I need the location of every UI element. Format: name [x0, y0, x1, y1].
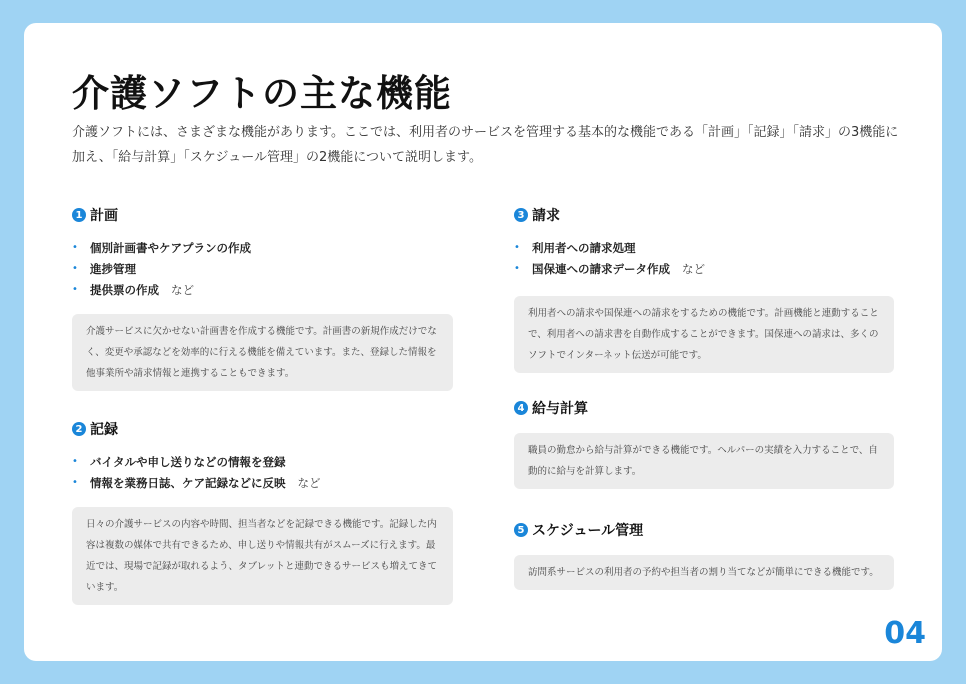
number-5-icon: 5	[514, 523, 528, 537]
intro-text: 介護ソフトには、さまざまな機能があります。ここでは、利用者のサービスを管理する基本的な機能である「計画」「記録」「請求」の3機能に加え、「給与計算」「スケジュール管理」の2機能について説明します。	[72, 125, 899, 165]
list-item: • 国保連への請求データ作成 など	[514, 261, 705, 276]
section-title: 請求	[532, 208, 560, 224]
bullet-icon: •	[514, 263, 520, 274]
description-box: 訪問系サービスの利用者の予約や担当者の割り当てなどが簡単にできる機能です。	[514, 555, 894, 590]
bullet-icon: •	[72, 456, 78, 467]
bullet-icon: •	[72, 263, 78, 274]
section-schedule	[514, 520, 894, 590]
bullet-icon: •	[72, 284, 78, 295]
page-title: 介護ソフトの主な機能	[72, 72, 452, 115]
section-billing	[514, 205, 894, 373]
description-box: 介護サービスに欠かせない計画書を作成する機能です。計画書の新規作成だけでなく、変更や承認などを効率的に行える機能を備えています。また、登録した情報を他事業所や請求情報と連携することもできます。	[72, 314, 453, 391]
section-title: 記録	[90, 422, 118, 438]
bullet-list	[72, 451, 453, 493]
page-number: 04	[884, 616, 926, 651]
section-payroll	[514, 398, 894, 489]
list-item: • 提供票の作成 など	[72, 282, 194, 297]
section-plan	[72, 205, 453, 391]
list-item: • バイタルや申し送りなどの情報を登録	[72, 454, 286, 469]
bullet-list	[72, 237, 453, 300]
etc-suffix: など	[171, 282, 194, 297]
bullet-icon: •	[72, 477, 78, 488]
section-title: 給与計算	[532, 401, 588, 417]
page-card	[24, 23, 942, 661]
bullet-icon: •	[72, 242, 78, 253]
bullet-list	[514, 237, 894, 279]
number-2-icon: 2	[72, 422, 86, 436]
bullet-icon: •	[514, 242, 520, 253]
description-box: 利用者への請求や国保連への請求をするための機能です。計画機能と連動することで、利用者への請求書を自動作成することができます。国保連への請求は、多くのソフトでインターネット伝送が可能です。	[514, 296, 894, 373]
list-item: • 利用者への請求処理	[514, 240, 636, 255]
number-4-icon: 4	[514, 401, 528, 415]
description-box: 職員の勤怠から給与計算ができる機能です。ヘルパーの実績を入力することで、自動的に給与を計算します。	[514, 433, 894, 489]
list-item: • 個別計画書やケアプランの作成	[72, 240, 251, 255]
section-title: 計画	[90, 208, 118, 224]
section-title: スケジュール管理	[532, 523, 644, 539]
list-item: • 情報を業務日誌、ケア記録などに反映 など	[72, 475, 321, 490]
number-1-icon: 1	[72, 208, 86, 222]
number-3-icon: 3	[514, 208, 528, 222]
description-box: 日々の介護サービスの内容や時間、担当者などを記録できる機能です。記録した内容は複数の媒体で共有できるため、申し送りや情報共有がスムーズに行えます。最近では、現場で記録が取れるよう、タブレットと連動できるサービスも増えてきています。	[72, 507, 453, 605]
list-item: • 進捗管理	[72, 261, 136, 276]
etc-suffix: など	[682, 261, 705, 276]
etc-suffix: など	[297, 475, 321, 490]
section-record	[72, 419, 453, 605]
